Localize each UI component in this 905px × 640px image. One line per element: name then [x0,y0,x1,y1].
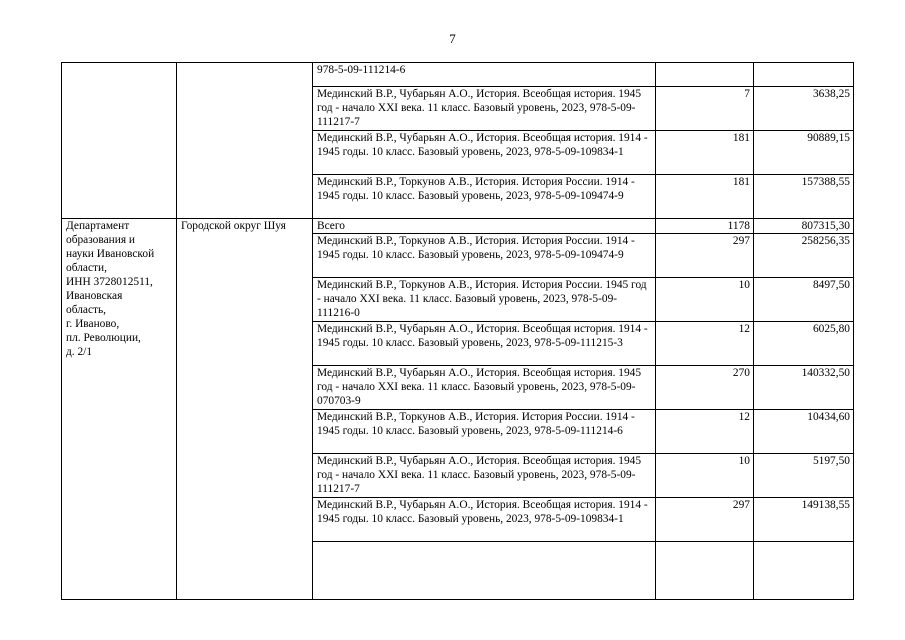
organization-cell: Департамент образования и науки Ивановской области, ИНН 3728012511, Ивановская область, г. Иваново, пл. Революции, д. 2/1 [62,219,177,600]
sum-cell: 90889,15 [754,131,854,175]
textbook-description: Мединский В.Р., Чубарьян А.О., История. Всеобщая история. 1914 - 1945 годы. 10 класс. Базовый уровень, 2023, 978-5-09-109834-1 [313,131,656,175]
sum-cell: 10434,60 [754,410,854,454]
sum-cell: 140332,50 [754,366,854,410]
table-row [62,63,854,87]
textbook-description: Мединский В.Р., Торкунов А.В., История. История России. 1914 - 1945 годы. 10 класс. Базовый уровень, 2023, 978-5-09-109474-9 [313,175,656,219]
quantity-cell: 181 [656,131,754,175]
total-quantity: 1178 [656,219,754,234]
page-number: 7 [449,31,456,46]
quantity-cell: 270 [656,366,754,410]
quantity-cell: 10 [656,454,754,498]
total-label: Всего [313,219,656,234]
quantity-cell: 181 [656,175,754,219]
sum-cell: 3638,25 [754,87,854,131]
table-row [62,219,854,234]
textbook-description: Мединский В.Р., Чубарьян А.О., История. Всеобщая история. 1914 - 1945 годы. 10 класс. Базовый уровень, 2023, 978-5-09-109834-1 [313,498,656,542]
textbook-description: Мединский В.Р., Торкунов А.В., История. История России. 1914 - 1945 годы. 10 класс. Базовый уровень, 2023, 978-5-09-109474-9 [313,234,656,278]
textbook-description: Мединский В.Р., Чубарьян А.О., История. Всеобщая история. 1945 год - начало XXI века. 11 класс. Базовый уровень, 2023, 978-5-09-111217-7 [313,454,656,498]
total-sum: 807315,30 [754,219,854,234]
quantity-cell: 7 [656,87,754,131]
organization-cell-empty [62,63,177,219]
quantity-cell [656,542,754,600]
textbook-description: Мединский В.Р., Чубарьян А.О., История. Всеобщая история. 1914 - 1945 годы. 10 класс. Базовый уровень, 2023, 978-5-09-111215-3 [313,322,656,366]
textbook-description: Мединский В.Р., Торкунов А.В., История. История России. 1914 - 1945 годы. 10 класс. Базовый уровень, 2023, 978-5-09-111214-6 [313,410,656,454]
quantity-cell: 10 [656,278,754,322]
quantity-cell: 297 [656,498,754,542]
sum-cell [754,63,854,87]
textbook-description: Мединский В.Р., Чубарьян А.О., История. Всеобщая история. 1945 год - начало XXI века. 11 класс. Базовый уровень, 2023, 978-5-09-070703-9 [313,366,656,410]
textbook-description: 978-5-09-111214-6 [313,63,656,87]
quantity-cell: 297 [656,234,754,278]
sum-cell: 258256,35 [754,234,854,278]
quantity-cell: 12 [656,410,754,454]
textbook-description [313,542,656,600]
sum-cell [754,542,854,600]
sum-cell: 157388,55 [754,175,854,219]
sum-cell: 149138,55 [754,498,854,542]
quantity-cell: 12 [656,322,754,366]
district-cell-empty [177,63,313,219]
textbook-description: Мединский В.Р., Торкунов А.В., История. История России. 1945 год - начало XXI века. 11 класс. Базовый уровень, 2023, 978-5-09-111216-0 [313,278,656,322]
distribution-table [61,62,854,600]
table-body [62,63,854,600]
district-cell: Городской округ Шуя [177,219,313,600]
sum-cell: 5197,50 [754,454,854,498]
sum-cell: 8497,50 [754,278,854,322]
quantity-cell [656,63,754,87]
sum-cell: 6025,80 [754,322,854,366]
textbook-description: Мединский В.Р., Чубарьян А.О., История. Всеобщая история. 1945 год - начало XXI века. 11 класс. Базовый уровень, 2023, 978-5-09-111217-7 [313,87,656,131]
